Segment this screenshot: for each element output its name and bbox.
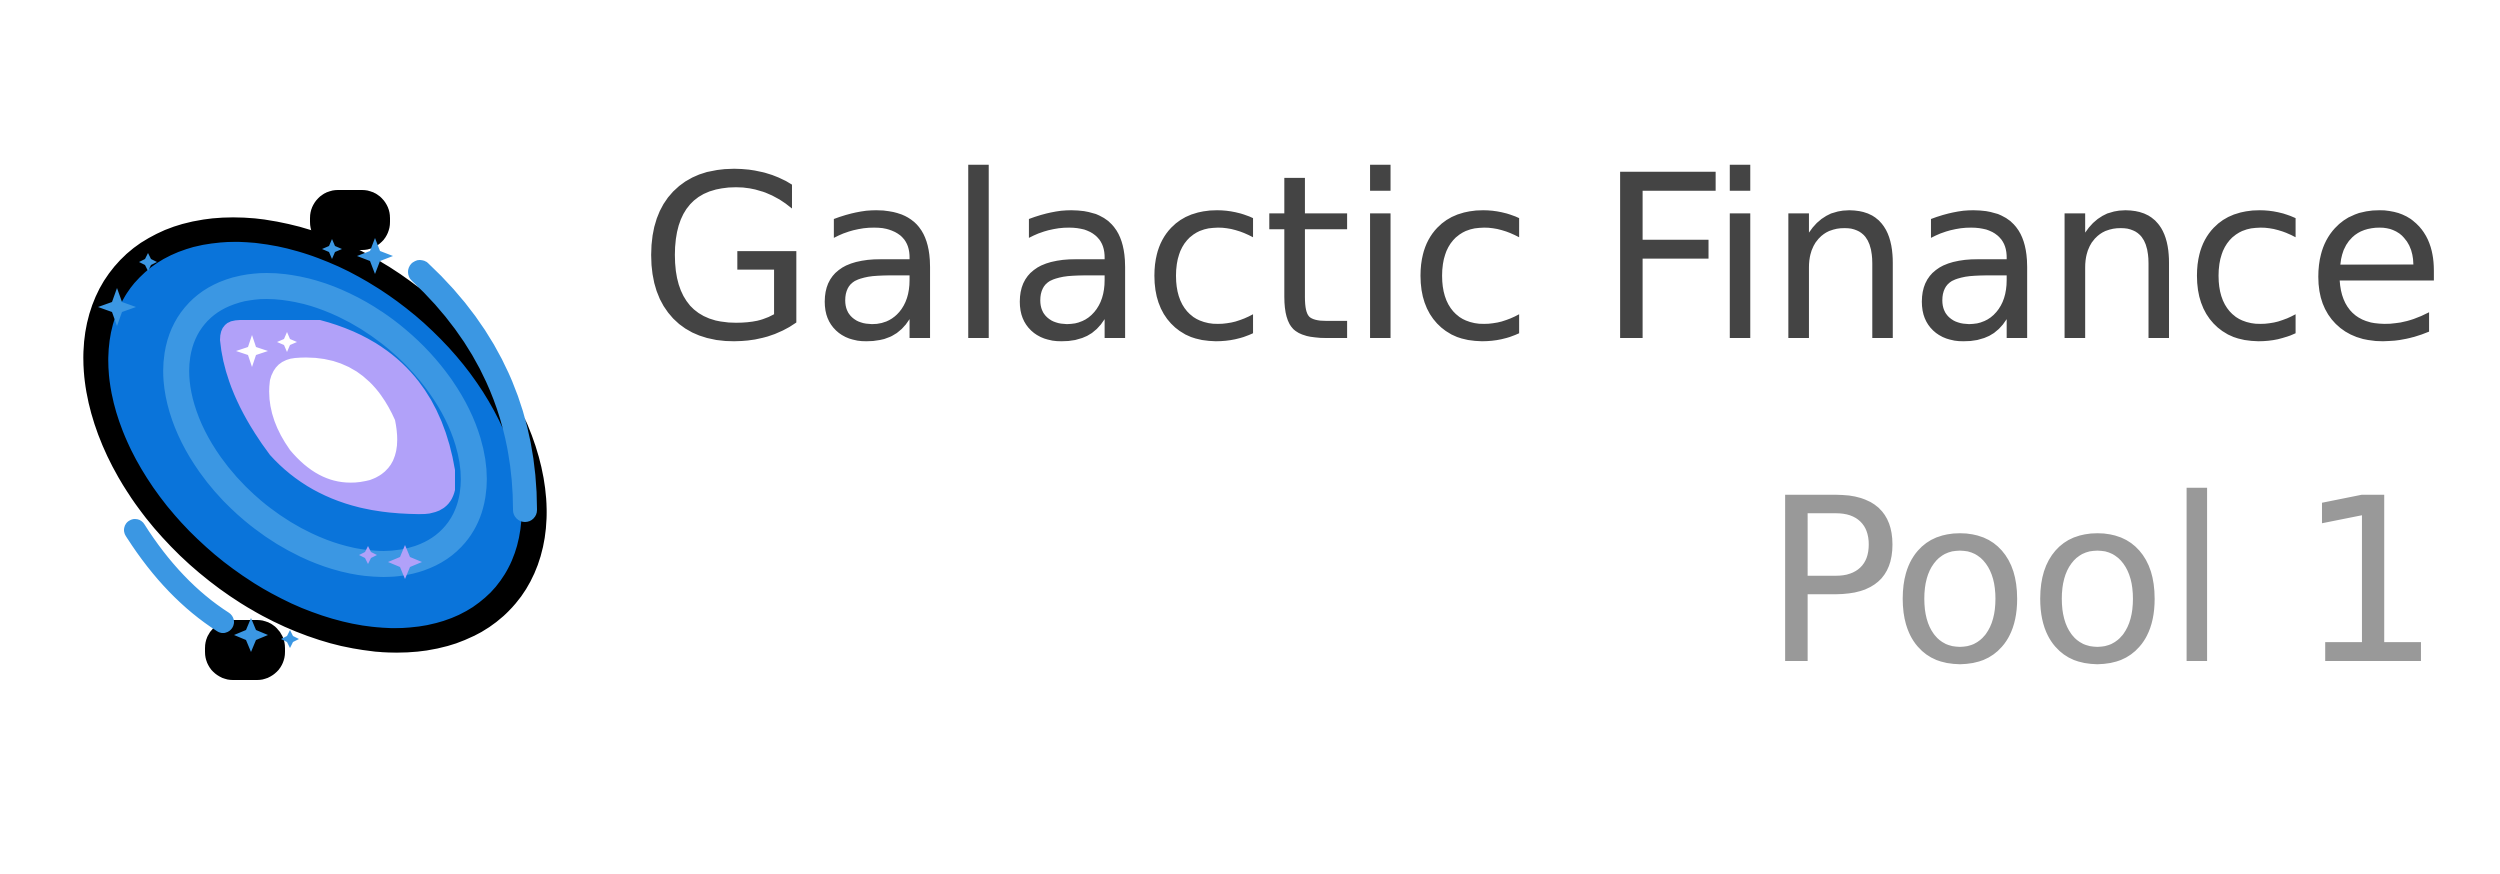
brand-subtitle: Pool 1 (1762, 449, 2440, 715)
galaxy-icon (55, 180, 575, 700)
brand-title: Galactic Finance (638, 126, 2442, 392)
